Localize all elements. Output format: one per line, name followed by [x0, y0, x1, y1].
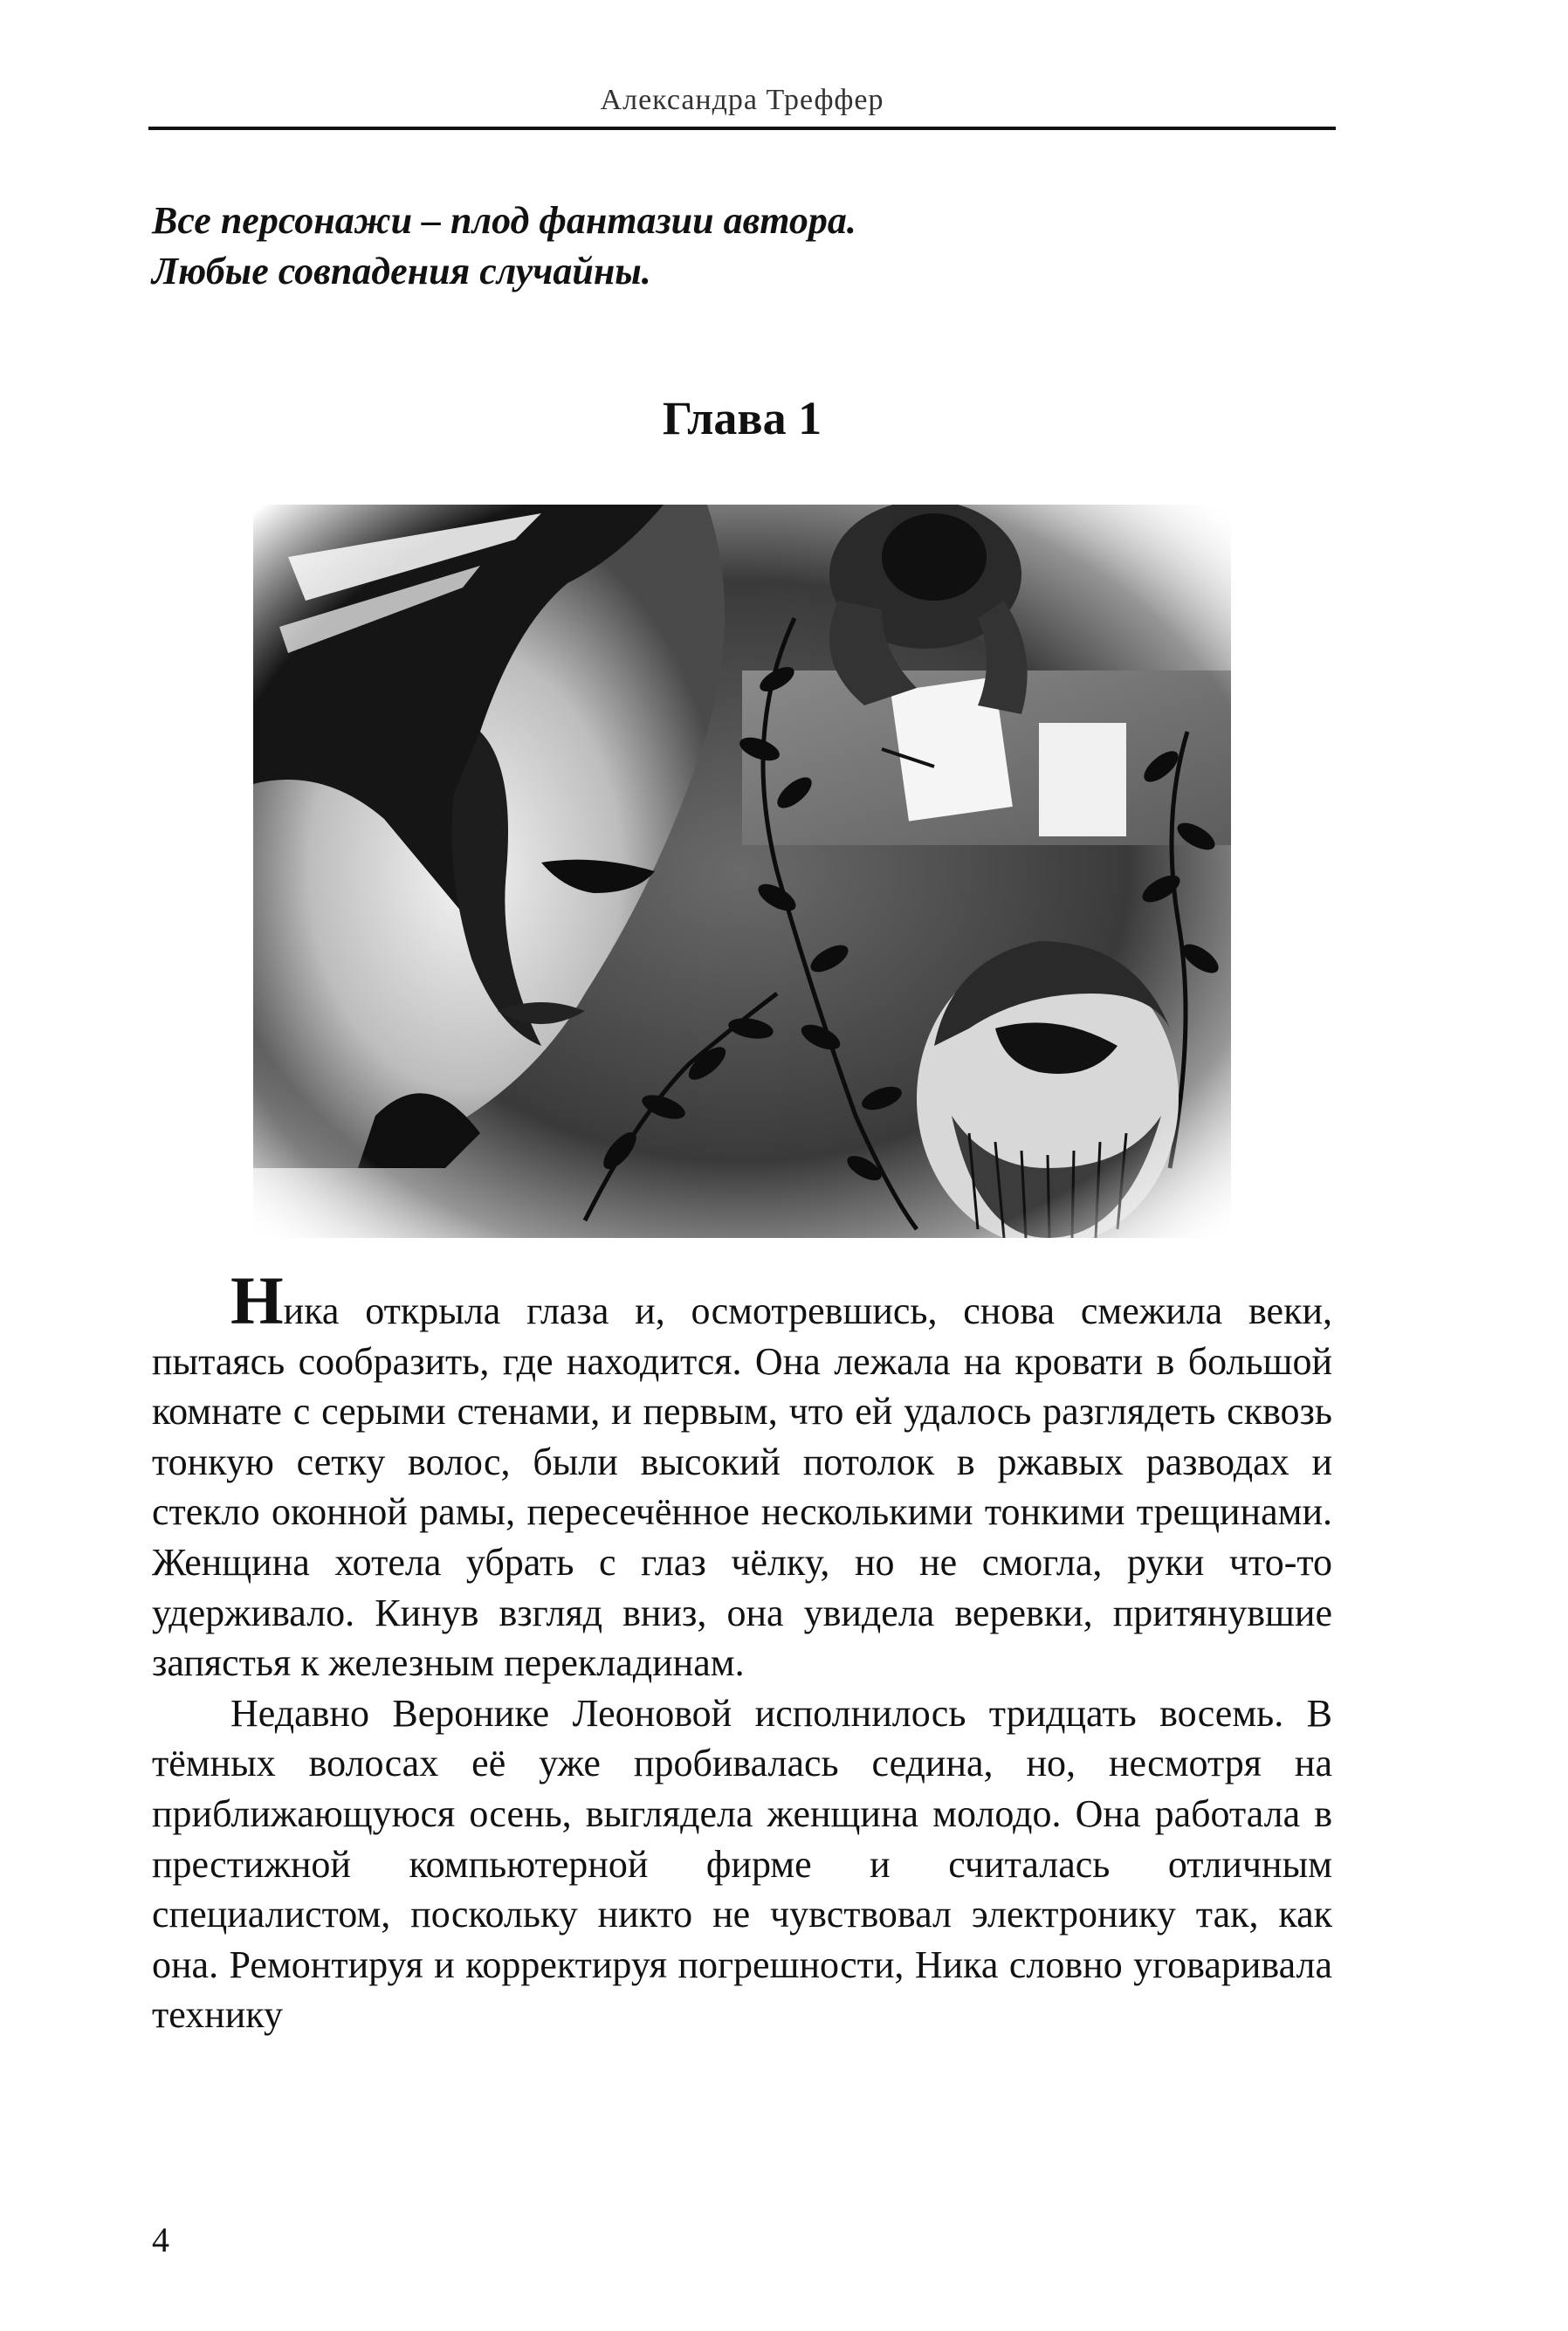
drop-cap: Н: [230, 1262, 284, 1338]
page-number: 4: [152, 2220, 169, 2259]
paragraph-1-text: ика открыла глаза и, осмотревшись, снова смежила веки, пытаясь сообразить, где находится. Она лежала на кровати в большой комнате с серыми стенами, и первым, что ей удалось разглядеть сквозь тонкую сетку волос, были высокий потолок в ржавых разводах и стекло оконной рамы, пересечённое несколькими тонкими трещинами. Женщина хотела убрать с глаз чёлку, но не смогла, руки что-то удерживало. Кинув взгляд вниз, она увидела веревки, притянувшие запястья к железным перекладинам.: [152, 1289, 1332, 1685]
disclaimer-line-1: Все персонажи – плод фантазии автора.: [152, 199, 856, 242]
paragraph-1: [152, 1262, 1332, 1688]
disclaimer-line-2: Любые совпадения случайны.: [152, 250, 651, 292]
paragraph-2: Недавно Веронике Леоновой исполнилось тридцать восемь. В тёмных волосах её уже пробивалась седина, но, несмотря на приближающуюся осень, выглядела женщина молодо. Она работала в престижной компьютерной фирме и считалась отличным специалистом, поскольку никто не чувствовал электронику так, как она. Ремонтируя и корректируя погрешности, Ника словно уговаривала технику: [152, 1691, 1332, 2037]
chapter-title: Глава 1: [662, 392, 822, 444]
body-text: [152, 1262, 1332, 2040]
header-divider: [148, 127, 1336, 130]
running-head: Александра Треффер: [600, 84, 884, 116]
chapter-illustration: [253, 505, 1231, 1238]
disclaimer: [152, 196, 856, 297]
